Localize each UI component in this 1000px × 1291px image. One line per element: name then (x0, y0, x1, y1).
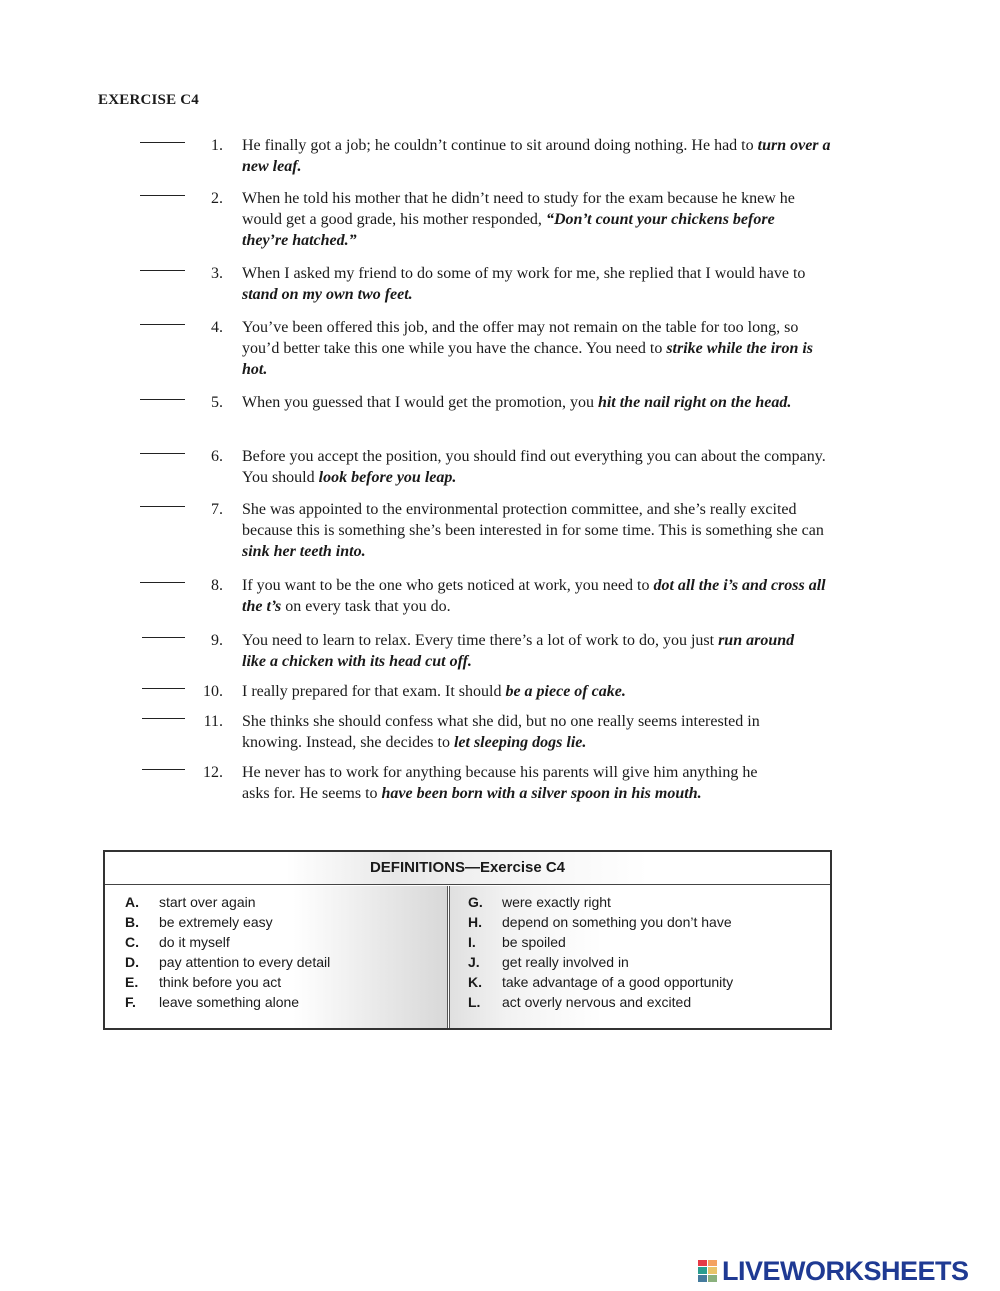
answer-blank[interactable] (142, 718, 185, 719)
item-number: 8. (211, 577, 223, 594)
item-number: 12. (203, 764, 223, 781)
definitions-left-column (105, 886, 450, 1028)
idiom: dot all the i’s and cross all the t’s (242, 577, 826, 615)
definitions-title: DEFINITIONS—Exercise C4 (105, 852, 830, 885)
definition-item: G. were exactly right (468, 894, 611, 910)
item-number: 9. (211, 632, 223, 649)
definition-item: C. do it myself (125, 934, 230, 950)
brand-name: LIVEWORKSHEETS (722, 1255, 969, 1286)
item-text: She thinks she should confess what she did, but no one really seems interested in knowing. Instead, she decides to let sleeping dogs lie. (242, 713, 760, 751)
answer-blank[interactable] (140, 582, 185, 583)
item-number: 11. (203, 713, 223, 730)
item-text: You need to learn to relax. Every time there’s a lot of work to do, you just run around like a chicken with its head cut off. (242, 632, 795, 670)
definition-item: A. start over again (125, 894, 256, 910)
idiom: have been born with a silver spoon in his mouth. (381, 785, 702, 802)
definition-item: D. pay attention to every detail (125, 954, 331, 970)
answer-blank[interactable] (140, 324, 185, 325)
item-number: 3. (211, 265, 223, 282)
item-number: 10. (203, 683, 223, 700)
item-number: 7. (211, 501, 223, 518)
item-text: If you want to be the one who gets noticed at work, you need to dot all the i’s and cross all the t’s on every task that you do. (242, 577, 826, 615)
definition-item: L. act overly nervous and excited (468, 994, 692, 1010)
answer-blank[interactable] (140, 270, 185, 271)
idiom: run around like a chicken with its head cut off. (242, 632, 795, 670)
answer-blank[interactable] (140, 506, 185, 507)
definition-item: E. think before you act (125, 974, 282, 990)
idiom: sink her teeth into. (242, 543, 366, 560)
item-text: She was appointed to the environmental protection committee, and she’s really excited because this is something she’s been interested in for some time. This is something she can sink her teeth into. (242, 501, 824, 560)
exercise-title: EXERCISE C4 (98, 92, 199, 108)
definition-item: K. take advantage of a good opportunity (468, 974, 734, 990)
answer-blank[interactable] (140, 399, 185, 400)
idiom: strike while the iron is hot. (242, 340, 814, 378)
answer-blank[interactable] (142, 637, 185, 638)
idiom: be a piece of cake. (505, 683, 626, 700)
definitions-right-column (450, 886, 830, 1028)
answer-blank[interactable] (140, 142, 185, 143)
definition-item: I. be spoiled (468, 934, 566, 950)
item-number: 5. (211, 394, 223, 411)
idiom: “Don’t count your chickens before they’re hatched.” (242, 211, 775, 249)
item-text: When you guessed that I would get the promotion, you hit the nail right on the head. (242, 394, 792, 411)
item-number: 6. (211, 448, 223, 465)
item-text: Before you accept the position, you should find out everything you can about the company. You should look before you leap. (242, 448, 826, 486)
answer-blank[interactable] (140, 453, 185, 454)
item-text: When I asked my friend to do some of my work for me, she replied that I would have to stand on my own two feet. (242, 265, 806, 303)
definition-item: H. depend on something you don’t have (468, 914, 732, 930)
idiom: let sleeping dogs lie. (453, 734, 587, 751)
item-number: 2. (211, 190, 223, 207)
item-number: 4. (211, 319, 223, 336)
item-text: I really prepared for that exam. It should be a piece of cake. (242, 683, 626, 700)
liveworksheets-icon (698, 1260, 718, 1282)
definition-item: J. get really involved in (468, 954, 629, 970)
definitions-box (103, 850, 832, 1030)
answer-blank[interactable] (140, 195, 185, 196)
item-number: 1. (211, 137, 223, 154)
item-text: You’ve been offered this job, and the offer may not remain on the table for too long, so you’d better take this one while you have the chance. You need to strike while the iron is hot. (242, 319, 814, 378)
definition-item: B. be extremely easy (125, 914, 273, 930)
definition-item: F. leave something alone (125, 994, 300, 1010)
answer-blank[interactable] (142, 688, 185, 689)
item-text: He never has to work for anything because his parents will give him anything he asks for. He seems to have been born with a silver spoon in his mouth. (242, 764, 758, 802)
idiom: hit the nail right on the head. (597, 394, 792, 411)
liveworksheets-logo[interactable] (698, 1255, 969, 1286)
answer-blank[interactable] (142, 769, 185, 770)
item-text: When he told his mother that he didn’t need to study for the exam because he knew he would get a good grade, his mother responded, “Don’t count your chickens before they’re hatched.” (242, 190, 795, 249)
idiom: turn over a new leaf. (242, 137, 831, 175)
idiom: stand on my own two feet. (242, 286, 413, 303)
idiom: look before you leap. (318, 469, 457, 486)
item-text: He finally got a job; he couldn’t continue to sit around doing nothing. He had to turn over a new leaf. (242, 137, 831, 175)
